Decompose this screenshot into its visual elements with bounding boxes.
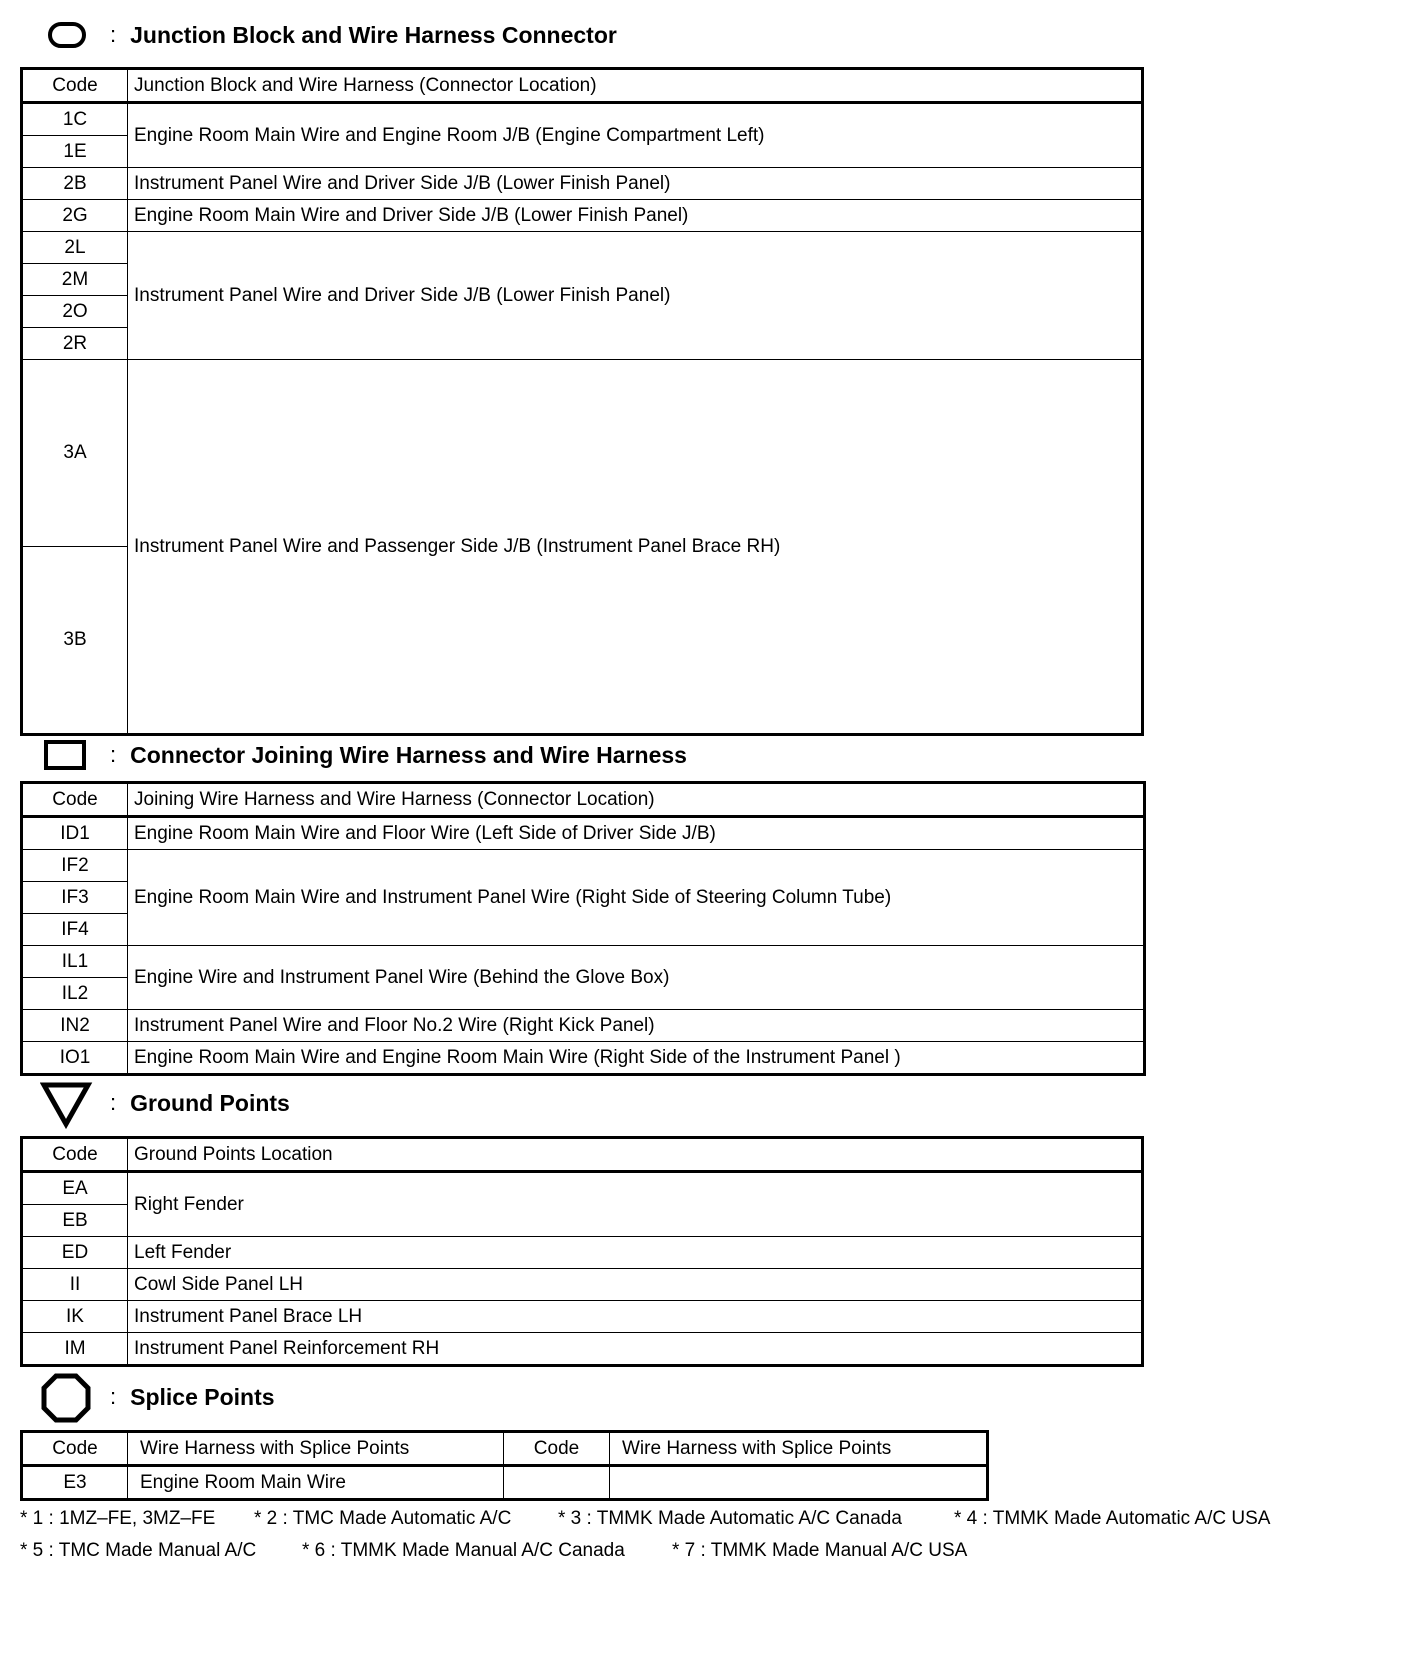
code-cell: 1C	[22, 103, 128, 136]
connector-table	[20, 781, 1146, 1076]
splice-section-title: Splice Points	[130, 1383, 275, 1410]
code-cell: EA	[22, 1172, 128, 1205]
junction-table	[20, 67, 1144, 736]
triangle-down-icon	[40, 1078, 100, 1128]
code-cell: IK	[22, 1301, 128, 1333]
table-row	[22, 850, 1145, 882]
table-row	[22, 1333, 1143, 1366]
header-location: Junction Block and Wire Harness (Connector Location)	[128, 69, 1143, 103]
code-cell	[504, 1466, 610, 1500]
header-location: Ground Points Location	[128, 1138, 1143, 1172]
location-cell: Instrument Panel Wire and Driver Side J/B (Lower Finish Panel)	[128, 168, 1143, 200]
header-row	[22, 69, 1143, 103]
code-cell: 1E	[22, 136, 128, 168]
code-cell: ED	[22, 1237, 128, 1269]
code-cell: 2R	[22, 328, 128, 360]
harness-cell	[610, 1466, 988, 1500]
header-row	[22, 783, 1145, 817]
code-cell: 2B	[22, 168, 128, 200]
junction-section-title: Junction Block and Wire Harness Connector	[130, 21, 617, 48]
colon: :	[110, 22, 117, 47]
code-cell: IF2	[22, 850, 128, 882]
footnote: * 3 : TMMK Made Automatic A/C Canada	[558, 1508, 902, 1529]
code-cell: II	[22, 1269, 128, 1301]
code-cell: 3B	[22, 547, 128, 735]
table-row	[22, 1269, 1143, 1301]
footnote: * 4 : TMMK Made Automatic A/C USA	[954, 1508, 1271, 1529]
table-row	[22, 1466, 988, 1500]
location-cell: Instrument Panel Wire and Driver Side J/B (Lower Finish Panel)	[128, 232, 1143, 360]
table-row	[22, 1010, 1145, 1042]
location-cell: Engine Room Main Wire and Driver Side J/B (Lower Finish Panel)	[128, 200, 1143, 232]
code-cell: IN2	[22, 1010, 128, 1042]
table-row	[22, 200, 1143, 232]
table-row	[22, 1042, 1145, 1075]
header-code: Code	[22, 1138, 128, 1172]
octagon-icon	[40, 1372, 100, 1422]
code-cell: 2O	[22, 296, 128, 328]
code-cell: 2L	[22, 232, 128, 264]
location-cell: Right Fender	[128, 1172, 1143, 1237]
square-icon	[40, 730, 100, 780]
location-cell: Instrument Panel Wire and Floor No.2 Wire (Right Kick Panel)	[128, 1010, 1145, 1042]
code-cell: IM	[22, 1333, 128, 1366]
location-cell: Instrument Panel Wire and Passenger Side J/B (Instrument Panel Brace RH)	[128, 360, 1143, 735]
footnote: * 2 : TMC Made Automatic A/C	[254, 1508, 512, 1529]
location-cell: Engine Room Main Wire and Engine Room Main Wire (Right Side of the Instrument Panel )	[128, 1042, 1145, 1075]
table-row	[22, 232, 1143, 264]
ground-section-header	[40, 1078, 290, 1128]
colon: :	[110, 742, 117, 767]
code-cell: 2M	[22, 264, 128, 296]
header-location: Joining Wire Harness and Wire Harness (Connector Location)	[128, 783, 1145, 817]
junction-section-header	[40, 10, 617, 60]
location-cell: Engine Wire and Instrument Panel Wire (Behind the Glove Box)	[128, 946, 1145, 1010]
table-row	[22, 946, 1145, 978]
rounded-rectangle-icon	[40, 10, 100, 60]
footnote: * 1 : 1MZ–FE, 3MZ–FE	[20, 1508, 216, 1529]
colon: :	[110, 1090, 117, 1115]
splice-header-row	[22, 1432, 988, 1466]
table-row	[22, 360, 1143, 547]
header-row	[22, 1138, 1143, 1172]
location-cell: Engine Room Main Wire and Engine Room J/B (Engine Compartment Left)	[128, 103, 1143, 168]
header-code: Code	[504, 1432, 610, 1466]
code-cell: IF4	[22, 914, 128, 946]
code-cell: IO1	[22, 1042, 128, 1075]
location-cell: Left Fender	[128, 1237, 1143, 1269]
table-row	[22, 168, 1143, 200]
location-cell: Cowl Side Panel LH	[128, 1269, 1143, 1301]
location-cell: Instrument Panel Brace LH	[128, 1301, 1143, 1333]
header-code: Code	[22, 783, 128, 817]
table-row	[22, 1301, 1143, 1333]
location-cell: Engine Room Main Wire and Floor Wire (Left Side of Driver Side J/B)	[128, 817, 1145, 850]
code-cell: IL2	[22, 978, 128, 1010]
location-cell: Instrument Panel Reinforcement RH	[128, 1333, 1143, 1366]
code-cell: 3A	[22, 360, 128, 547]
harness-cell: Engine Room Main Wire	[128, 1466, 504, 1500]
ground-section-title: Ground Points	[130, 1089, 290, 1116]
footnote: * 6 : TMMK Made Manual A/C Canada	[302, 1540, 625, 1561]
code-cell: IF3	[22, 882, 128, 914]
ground-table	[20, 1136, 1144, 1367]
connector-section-title: Connector Joining Wire Harness and Wire Harness	[130, 741, 687, 768]
table-row	[22, 1172, 1143, 1205]
code-cell: ID1	[22, 817, 128, 850]
code-cell: E3	[22, 1466, 128, 1500]
table-row	[22, 817, 1145, 850]
code-cell: EB	[22, 1205, 128, 1237]
header-wire-harness: Wire Harness with Splice Points	[610, 1432, 988, 1466]
connector-section-header	[40, 730, 687, 780]
table-row	[22, 1237, 1143, 1269]
footnote: * 7 : TMMK Made Manual A/C USA	[672, 1540, 968, 1561]
footnote: * 5 : TMC Made Manual A/C	[20, 1540, 257, 1561]
splice-section-header	[40, 1372, 275, 1422]
code-cell: IL1	[22, 946, 128, 978]
location-cell: Engine Room Main Wire and Instrument Panel Wire (Right Side of Steering Column Tube)	[128, 850, 1145, 946]
splice-table	[20, 1430, 989, 1501]
table-row	[22, 103, 1143, 136]
header-wire-harness: Wire Harness with Splice Points	[128, 1432, 504, 1466]
code-cell: 2G	[22, 200, 128, 232]
colon: :	[110, 1384, 117, 1409]
header-code: Code	[22, 1432, 128, 1466]
header-code: Code	[22, 69, 128, 103]
